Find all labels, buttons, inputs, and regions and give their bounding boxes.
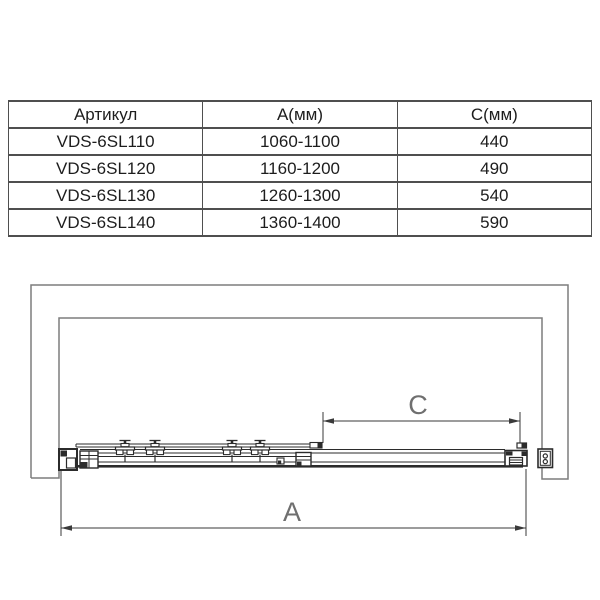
- dimension-c: [323, 390, 520, 443]
- dimension-c-label: C: [408, 390, 428, 420]
- door-assembly: [59, 441, 553, 471]
- right-door-end-bracket: [505, 443, 527, 466]
- arrow-left-icon: [323, 418, 334, 424]
- arrow-left-icon: [61, 525, 72, 531]
- cell-c-mm: 540: [397, 182, 591, 209]
- cell-c-mm: 440: [397, 128, 591, 155]
- cell-a-mm: 1260-1300: [203, 182, 397, 209]
- col-header-c-mm: С(мм): [397, 101, 591, 128]
- middle-bracket: [296, 453, 311, 467]
- cell-a-mm: 1060-1100: [203, 128, 397, 155]
- cell-a-mm: 1160-1200: [203, 155, 397, 182]
- left-door-end-cap: [80, 451, 98, 468]
- dimension-a: [61, 469, 526, 536]
- right-wall-profile: [538, 449, 553, 468]
- arrow-right-icon: [515, 525, 526, 531]
- guide-block: [277, 458, 284, 464]
- cell-a-mm: 1360-1400: [203, 209, 397, 236]
- dimension-a-label: A: [282, 497, 302, 527]
- cell-c-mm: 590: [397, 209, 591, 236]
- cell-article: VDS-6SL130: [9, 182, 203, 209]
- left-wall-bracket: [59, 449, 77, 470]
- cell-c-mm: 490: [397, 155, 591, 182]
- cell-article: VDS-6SL140: [9, 209, 203, 236]
- col-header-article: Артикул: [9, 101, 203, 128]
- cell-article: VDS-6SL120: [9, 155, 203, 182]
- col-header-a-mm: А(мм): [203, 101, 397, 128]
- arrow-right-icon: [509, 418, 520, 424]
- sliding-panel-rail: [76, 443, 322, 449]
- cell-article: VDS-6SL110: [9, 128, 203, 155]
